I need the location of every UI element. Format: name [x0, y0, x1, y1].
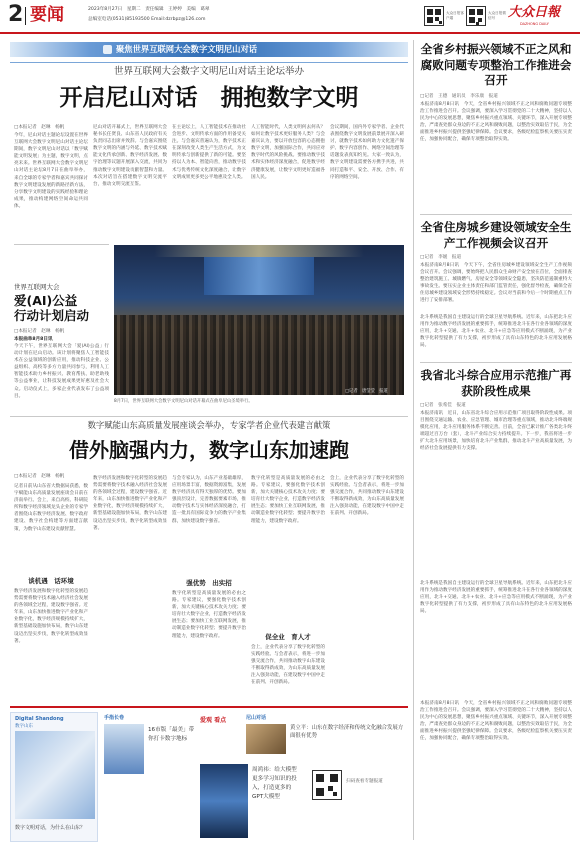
- right-a2-byline: □记者 李媛 报道: [420, 255, 462, 260]
- forum-byline: □本报记者 赵琳 杨帆: [14, 474, 65, 479]
- right-a3-body-3: 本报济南8月8日讯 今天，全省乡村振兴领域不正之风和腐败问题专项整治工作推进会召开。会议强调，要深入学习贯彻党的二十大精神，坚持以人民为中心的发展思想，聚焦乡村振兴重点领域、关键环节，深入开展专项整治，严肃查处群众身边的不正之风和腐败问题，以整治实效取信于民，为全面推进乡村振兴提供坚强纪律保障。会议要求，各级纪检监察机关要压实责任，加强协同配合，确保专项整治取得实效。: [420, 701, 572, 742]
- footer-qr-caption: 扫码查看专题报道: [346, 779, 383, 784]
- forum-subhead-2: 强优势 出实招: [186, 579, 232, 587]
- footer-watch-caption: 周鸿祎：给大模型更多学习知识的投入，打造更多的GPT大模型: [252, 767, 297, 800]
- qr-code-app[interactable]: [424, 6, 444, 26]
- right-a1-body: 本报济南8月8日讯 今天，全省乡村振兴领域不正之风和腐败问题专项整治工作推进会召开。会议强调，要深入学习贯彻党的二十大精神，坚持以人民为中心的发展思想，聚焦乡村振兴重点领域、关键环节，深入开展专项整治，严肃查处群众身边的不正之风和腐败问题，以整治实效取信于民，为全面推进乡村振兴提供坚强纪律保障。会议要求，各级纪检监察机关要压实责任，加强协同配合，确保专项整治取得实效。: [420, 102, 572, 143]
- lead-col-2: 尼山对话开幕式上，世界互联网大会秘书长任贤良、山东省人民政府有关负责同志出席并致辞。与会嘉宾围绕数字文明的内涵与外延、数字技术赋能文化传承创新、数字经济发展、数字治理等议题开展深入交流，共同为推动数字文明建设贡献智慧和力量。本次对话旨在搭建数字文明交流平台，推动文明交流互鉴。: [93, 125, 167, 187]
- ai-body: 今天下午，世界互联网大会「爱(AI)公益」行动计划在尼山启动。该计划将聚焦人工智能技术在公益领域的创新应用，推动科技企业、公益组织、高校等多方力量共同参与，利用人工智能技术助力乡村振兴、教育帮扶、助老助残等公益事业，让科技发展成果更好惠及社会大众。启动仪式上，多家企业代表发布了公益项目。: [14, 344, 109, 399]
- forum-photo: [114, 245, 404, 395]
- lead-kicker: 世界互联网大会数字文明尼山对话主论坛举办: [113, 66, 304, 77]
- footer-nishan-box[interactable]: [246, 712, 408, 752]
- right-a3-headline: 我省北斗综合应用示范推广再获阶段性成果: [420, 368, 572, 398]
- photo-audience: [114, 315, 404, 395]
- forum-col-4b: 会上，企业代表分享了数字化转型的实践经验。与会者表示，将进一步加强交流合作，共同推动数字山东建设不断取得新成效，为山东高质量发展注入强劲动能，在建设数字中国中走在前列、开创新局。: [251, 645, 325, 686]
- ai-headline-1: 爱(AI)公益: [14, 293, 78, 308]
- footer-watch-image: [200, 764, 248, 838]
- forum-col-1a: 记者日前从山东省大数据局获悉，数字赋能山东高质量发展座谈会日前在济南举行。会上，来自高校、科研院所和数字经济领域龙头企业的专家学者围绕山东数字经济发展、数字政府建设、数字社会构建等方面建言献策，为数字山东建设贡献智慧。: [14, 484, 88, 532]
- footer-scroll-header: 手指长卷: [104, 715, 125, 721]
- photo-stage-light: [154, 245, 364, 257]
- forum-col-5: 会上，企业代表分享了数字化转型的实践经验。与会者表示，将进一步加强交流合作，共同推动数字山东建设不断取得新成效，为山东高质量发展注入强劲动能，在建设数字中国中走在前列、开创新局。: [330, 476, 404, 517]
- lead-col-5: 会议期间，国内外专家学者、企业代表围绕数字文明发展前景展开深入研讨，就数字技术如何助力文化遗产保护、数字内容创作、网络空间治理等话题发表真知灼见。大家一致认为，数字文明建设需要各方携手共进，共同打造和平、安全、开放、合作、有序的网络空间。: [330, 125, 404, 180]
- right-a3-body: 本报济南讯 近日，山东省北斗综合应用示范推广项目取得阶段性成果。项目围绕交通运输、农业、应急管理、城市治理等重点领域，推动北斗终端规模化应用，北斗应用服务体系不断完善。目前，全省已累计推广各类北斗终端超过百万台（套），北斗产业综合实力持续提升。下一步，我省将进一步扩大北斗应用场景，加快培育北斗产业集群，推动北斗产业高质量发展，为经济社会发展提供有力支撑。: [420, 411, 572, 452]
- section-title: 要闻: [30, 5, 64, 25]
- forum-col-3b: 数字化转型是高质量发展的必由之路。专家建议，要强化数字技术创新，加大关键核心技术攻关力度；要培育壮大数字企业，打造数字经济发展生态；要加快工业互联网发展，推动制造业数字化转型；要提升数字治理能力，建设数字政府。: [172, 591, 246, 639]
- newspaper-logo-sub: DAZHONG DAILY: [520, 22, 549, 26]
- qr-code-wechat[interactable]: [466, 6, 486, 26]
- right-a2-rule: [420, 214, 572, 215]
- header-divider: [25, 7, 26, 25]
- header-meta: 2023年8月27日 星期二 责任编辑 王婷婷 美编 葛翠: [88, 7, 210, 12]
- footer-digital-box[interactable]: [10, 712, 98, 842]
- lead-byline: □本报记者 赵琳 杨帆: [14, 125, 65, 130]
- right-a1-byline: □记者 王德 通讯员 李乐康 报道: [420, 94, 498, 99]
- footer-scroll-caption: 16市版「最美」带你打卡数字地标: [148, 727, 195, 742]
- forum-col-4a: 数字化转型是高质量发展的必由之路。专家建议，要强化数字技术创新，加大关键核心技术攻关力度；要培育壮大数字企业，打造数字经济发展生态；要加快工业互联网发展，推动制造业数字化转型；要提升数字治理能力，建设数字政府。: [251, 476, 325, 524]
- header-rule: [0, 32, 580, 34]
- right-a2-headline: 全省住房城乡建设领域安全生产工作视频会议召开: [420, 220, 572, 250]
- footer-nishan-caption: 黄立平：山东在数字经济和传统文化融合发展方面很有优势: [290, 725, 404, 739]
- right-column-divider: [413, 40, 414, 840]
- lead-col-4: 人工智能时代，人类文明何去何从？如何让数字技术更好服务人类？与会嘉宾认为，要以开放包容的心态拥抱数字文明，加强国际合作，共同应对数字时代的风险挑战。要推动数字技术和实体经济深度融合，促进数字经济健康发展，让数字文明更好造福各国人民。: [251, 125, 325, 180]
- forum-subhead-1: 谈机遇 话环境: [28, 577, 74, 585]
- photo-stage-screen: [204, 257, 314, 295]
- page-header: [0, 0, 580, 33]
- lead-col-1: 今年，尼山对话主题论坛设置在世界互联网大会数字文明尼山对话主论坛期间，数字文明尼山对话以「数字赋能文明发展」为主题，数字文明，点亮未来。世界互联网大会数字文明尼山对话主论坛8月7日在曲阜举办，来自全球的专家学者和嘉宾共同探讨数字文明建设发展的新路径新方法，分享数字文明建设的实践经验和理论成果，推动构建网络空间命运共同体。: [14, 133, 88, 209]
- footer-scroll-image: [104, 724, 144, 774]
- ai-byline: □本报记者 赵琳 杨帆: [14, 329, 65, 334]
- footer-rule: [10, 706, 408, 708]
- qr-label-app: 大众日报客户端: [446, 11, 464, 20]
- banner-title: 聚焦世界互联网大会数字文明尼山对话: [116, 44, 258, 54]
- photo-caption: 8月7日，世界互联网大会数字文明尼山对话开幕式在曲阜尼山圣境举行。: [114, 399, 253, 404]
- ai-kicker: 世界互联网大会: [14, 283, 60, 291]
- footer-brand: Digital Shandong: [15, 716, 64, 722]
- photo-credit: □记者 唐莹莹 报道: [345, 389, 388, 394]
- topic-banner: [10, 42, 408, 57]
- newspaper-logo: 大众日報: [508, 5, 561, 20]
- ai-dateline: 本报曲阜8月8日讯: [14, 337, 53, 342]
- page-number: 2: [8, 2, 24, 27]
- footer-brand-title: 数字山东: [15, 724, 33, 729]
- footer-nishan-image: [246, 724, 286, 754]
- forum-top-rule: [10, 416, 408, 417]
- right-a2-body-cont: 北斗系统是我国自主建设运行的全球卫星导航系统。近年来，山东把北斗应用作为推动数字经济发展的重要抓手，统筹推进北斗在各行业各领域的深度应用，北斗+交通、北斗+农业、北斗+应急等应用模式不断涌现，为产业数字化转型提供了有力支撑，初步形成了具有山东特色的北斗应用发展格局。: [420, 315, 572, 349]
- lead-headline: 开启尼山对话 拥抱数字文明: [59, 85, 359, 111]
- footer-scroll-box[interactable]: [104, 712, 198, 842]
- footer-digital-caption: 数字文明对话，为什么在山东？: [15, 825, 86, 831]
- right-a1-headline: 全省乡村振兴领域不正之风和腐败问题专项整治工作推进会召开: [420, 42, 572, 87]
- footer-qr-code[interactable]: [312, 770, 342, 800]
- forum-col-2: 数字经济发展和数字化转型的发展趋势需要将数字技术融入经济社会发展的各领域全过程，建设数字强省。近年来，山东加快推进数字产业化和产业数字化，数字经济规模持续扩大，新型基础设施加快布局，数字山东建设迈出坚实步伐，数字化转型成效显著。: [93, 476, 167, 531]
- forum-subhead-3: 促全业 育人才: [265, 633, 311, 641]
- right-a3-body-2: 北斗系统是我国自主建设运行的全球卫星导航系统。近年来，山东把北斗应用作为推动数字经济发展的重要抓手，统筹推进北斗在各行业各领域的深度应用，北斗+交通、北斗+农业、北斗+应急等应用模式不断涌现，为产业数字化转型提供了有力支撑，初步形成了具有山东特色的北斗应用发展格局。: [420, 581, 572, 615]
- forum-kicker: 数字赋能山东高质量发展座谈会举办，专家学者企业代表建言献策: [87, 420, 331, 430]
- lead-col-3: 在主论坛上，人工智能技术在推动社会进步、文明传承方面的作用备受关注。与会嘉宾普遍认为，数字技术正在深刻改变人类生产生活方式，为文明传承与创新提供了新的可能。要坚持以人为本、智能向善，推动数字技术与优秀传统文化深度融合，让数字文明成果更多更公平地惠及全人类。: [172, 125, 246, 180]
- footer-nishan-header: 尼山对话: [246, 715, 267, 721]
- header-email: 总编室电话(0531)85193500 Email:dzrbpz@126.com: [88, 17, 206, 22]
- qr-label-wechat: 大众日报微信号: [488, 11, 506, 20]
- forum-col-3a: 与会专家认为，山东产业基础雄厚，应用场景丰富，数据资源富集，发展数字经济具有得天独厚的优势。要加强顶层设计，完善数据要素市场，推动数字技术与实体经济深度融合，打造一批具有国际竞争力的数字产业集群，加快建设数字强省。: [172, 476, 246, 524]
- banner-icon: [103, 45, 112, 54]
- footer-digital-image: [15, 731, 95, 819]
- ai-divider: [14, 244, 109, 245]
- right-a3-byline: □记者 张希佳 报道: [420, 403, 466, 408]
- footer-watch-title: 爱观 看点: [200, 717, 227, 724]
- right-a2-body: 本报济南8月8日讯 今天下午，全省住房城乡建设领域安全生产工作视频会议召开。会议强调，要始终把人民群众生命财产安全放在首位，全面排查整治建筑施工、城镇燃气、房屋安全等领域安全隐患，坚决防范遏制重特大事故发生。要压实企业主体责任和部门监管责任，强化督导检查，确保全省住房城乡建设领域安全形势持续稳定。会议对当前和今后一个时期重点工作进行了安排部署。: [420, 263, 572, 304]
- forum-headline: 借外脑强内力，数字山东加速跑: [69, 438, 349, 462]
- right-a3-rule: [420, 362, 572, 363]
- lead-border: [10, 62, 408, 63]
- forum-col-1b: 数字经济发展和数字化转型的发展趋势需要将数字技术融入经济社会发展的各领域全过程，建设数字强省。近年来，山东加快推进数字产业化和产业数字化，数字经济规模持续扩大，新型基础设施加快布局，数字山东建设迈出坚实步伐，数字化转型成效显著。: [14, 589, 88, 644]
- ai-headline-2: 行动计划启动: [14, 308, 90, 323]
